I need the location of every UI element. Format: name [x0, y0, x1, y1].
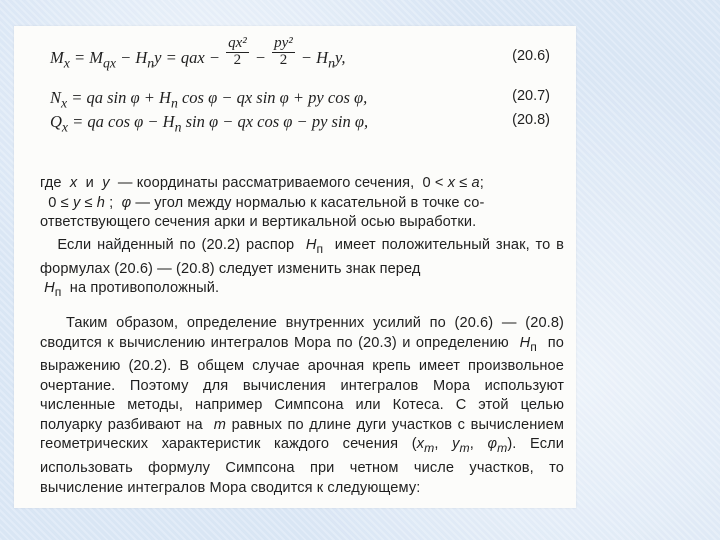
paragraph-thrust-sign: Если найденный по (20.2) распор $H_п$ имеет положительный знак, то в формулах (20.6) — (20.8) следует изменить знак перед $H_п$ на противоположный.	[40, 237, 564, 299]
formula-normal-force: $N_x$ = qa $\sin \varphi + H_п$ cos φ − qx sin φ + py cos φ,	[50, 88, 368, 111]
formula-number: (20.7)	[512, 88, 550, 104]
formula-row	[50, 110, 550, 134]
paragraph-mohr-integrals: Таким образом, определение внутренних усилий по (20.6) — (20.8) сводится к вычислению интегралов Мора по (20.3) и определению $H_п$ по выражению (20.2). В общем случае арочная крепь имеет произвольное очертание. Поэтому для вычисления интегралов Мора используют численные методы, например Симпсона или Котеса. С этой целью полуарку разбивают на m равных по длине дуги участков с вычислением геометрических характеристик каждого сечения ($x_m$, $y_m$, $\varphi_m$). Если использовать формулу Симпсона при четном числе участков, то вычисление интегралов Мора сводится к следующему:	[40, 315, 564, 496]
scanned-page	[14, 26, 576, 508]
formula-number: (20.6)	[512, 48, 550, 64]
formula-block	[50, 32, 550, 134]
paragraph-definitions: где x и y — координаты рассматриваемого сечения, 0 < x ≤ a; 0 ≤ y ≤ h ; φ — угол между нормалью к касательной в точке со- ответствующего сечения арки и вертикальной осью выработки.	[40, 175, 485, 231]
formula-moment: $M_x = M_{qx} - H_пy$ = qax − $\frac{\text{qx²}}{2}$ − $\frac{\text{py²}}{2}$ − $H_пy$,	[50, 34, 346, 71]
formula-row	[50, 86, 550, 110]
formula-number: (20.8)	[512, 112, 550, 128]
formula-row	[50, 32, 550, 86]
background-decoration	[564, 371, 700, 475]
formula-shear-force: $Q_x$ = qa $\cos \varphi - H_п$ sin φ − qx cos φ − py sin φ,	[50, 112, 369, 135]
